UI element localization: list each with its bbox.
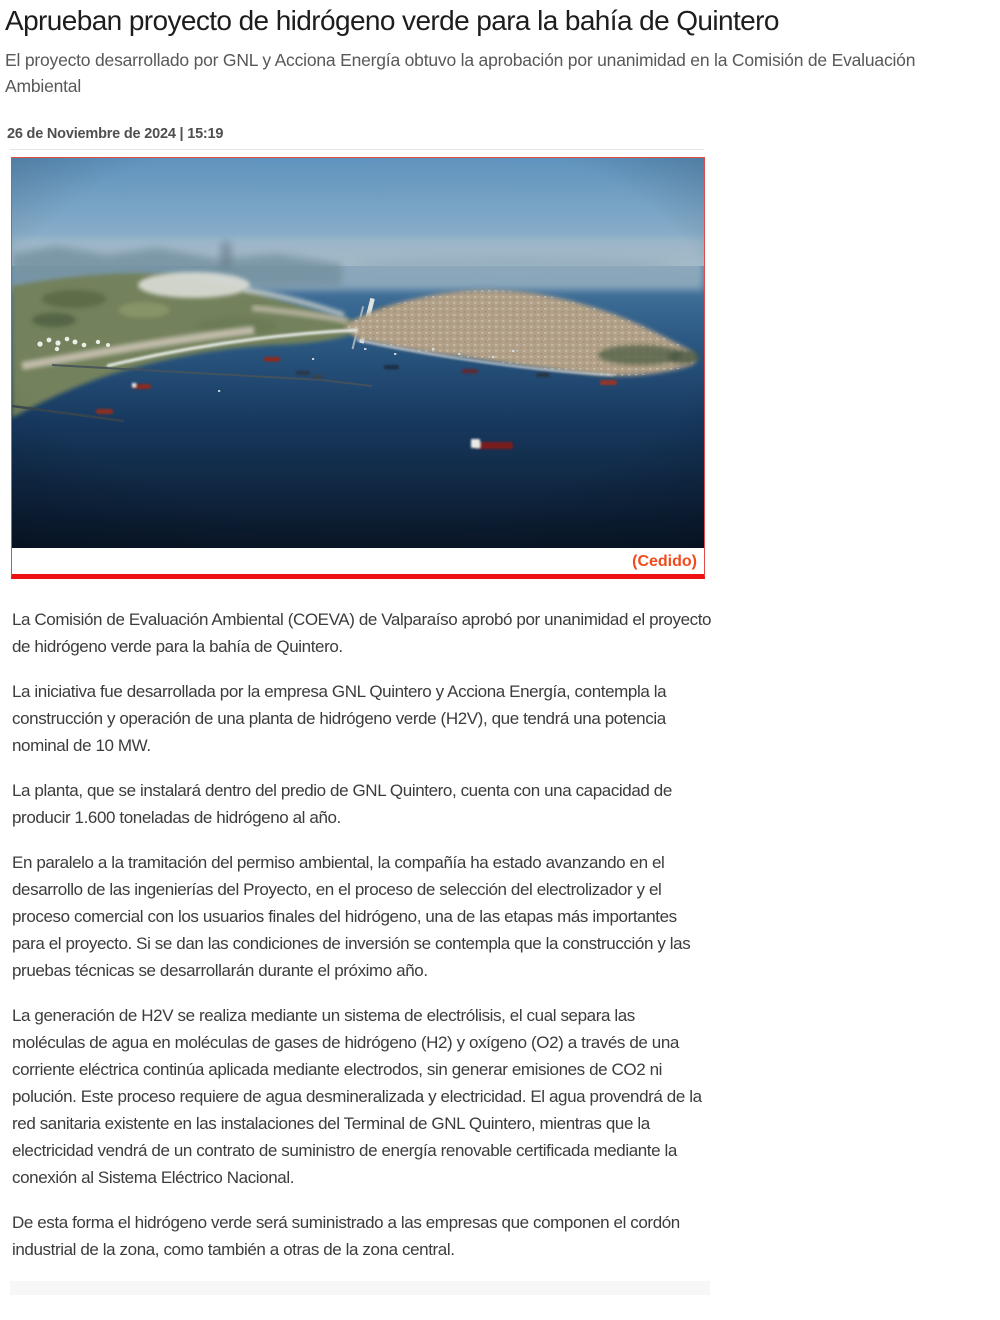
article-figure (11, 157, 705, 579)
paragraph-3: La planta, que se instalará dentro del predio de GNL Quintero, cuenta con una capacidad de producir 1.600 toneladas de hidrógeno al año. (12, 781, 672, 827)
header-divider (10, 149, 704, 150)
paragraph-6: De esta forma el hidrógeno verde será suministrado a las empresas que componen el cordón industrial de la zona, como también a otras de la zona central. (12, 1213, 680, 1259)
quintero-bay-aerial-photo (12, 158, 704, 548)
paragraph-5: La generación de H2V se realiza mediante un sistema de electrólisis, el cual separa las moléculas de agua en moléculas de gases de hidrógeno (H2) y oxígeno (O2) a través de una corriente eléctrica continúa aplicada mediante electrodos, sin generar emisiones de CO2 ni polución. Este proceso requiere de agua desmineralizada y electricidad. El agua provendrá de la red sanitaria existente en las instalaciones del Terminal de GNL Quintero, mientras que la electricidad vendrá de un contrato de suministro de energía renovable certificada mediante la conexión al Sistema Eléctrico Nacional. (12, 1006, 702, 1187)
photo-caption: (Cedido) (12, 548, 704, 574)
paragraph-2: La iniciativa fue desarrollada por la empresa GNL Quintero y Acciona Energía, contempla la construcción y operación de una planta de hidrógeno verde (H2V), que tendrá una potencia nominal de 10 MW. (12, 682, 667, 755)
article-subtitle: El proyecto desarrollado por GNL y Acciona Energía obtuvo la aprobación por unanimidad en la Comisión de Evaluación Ambiental (5, 50, 916, 96)
article-photo (12, 158, 704, 548)
paragraph-1: La Comisión de Evaluación Ambiental (COEVA) de Valparaíso aprobó por unanimidad el proyecto de hidrógeno verde para la bahía de Quintero. (12, 610, 712, 656)
article-date: 26 de Noviembre de 2024 | 15:19 (7, 126, 224, 142)
article-body (12, 606, 712, 1263)
next-section-placeholder (10, 1281, 710, 1295)
paragraph-4: En paralelo a la tramitación del permiso ambiental, la compañía ha estado avanzando en el desarrollo de las ingenierías del Proyecto, en el proceso de selección del electrolizador y el proceso comercial con los usuarios finales del hidrógeno, una de las etapas más importantes para el proyecto. Si se dan las condiciones de inversión se contempla que la construcción y las pruebas técnicas se desarrollarán durante el próximo año. (12, 853, 691, 980)
article-title: Aprueban proyecto de hidrógeno verde para la bahía de Quintero (5, 5, 779, 36)
article-header (0, 4, 1000, 142)
